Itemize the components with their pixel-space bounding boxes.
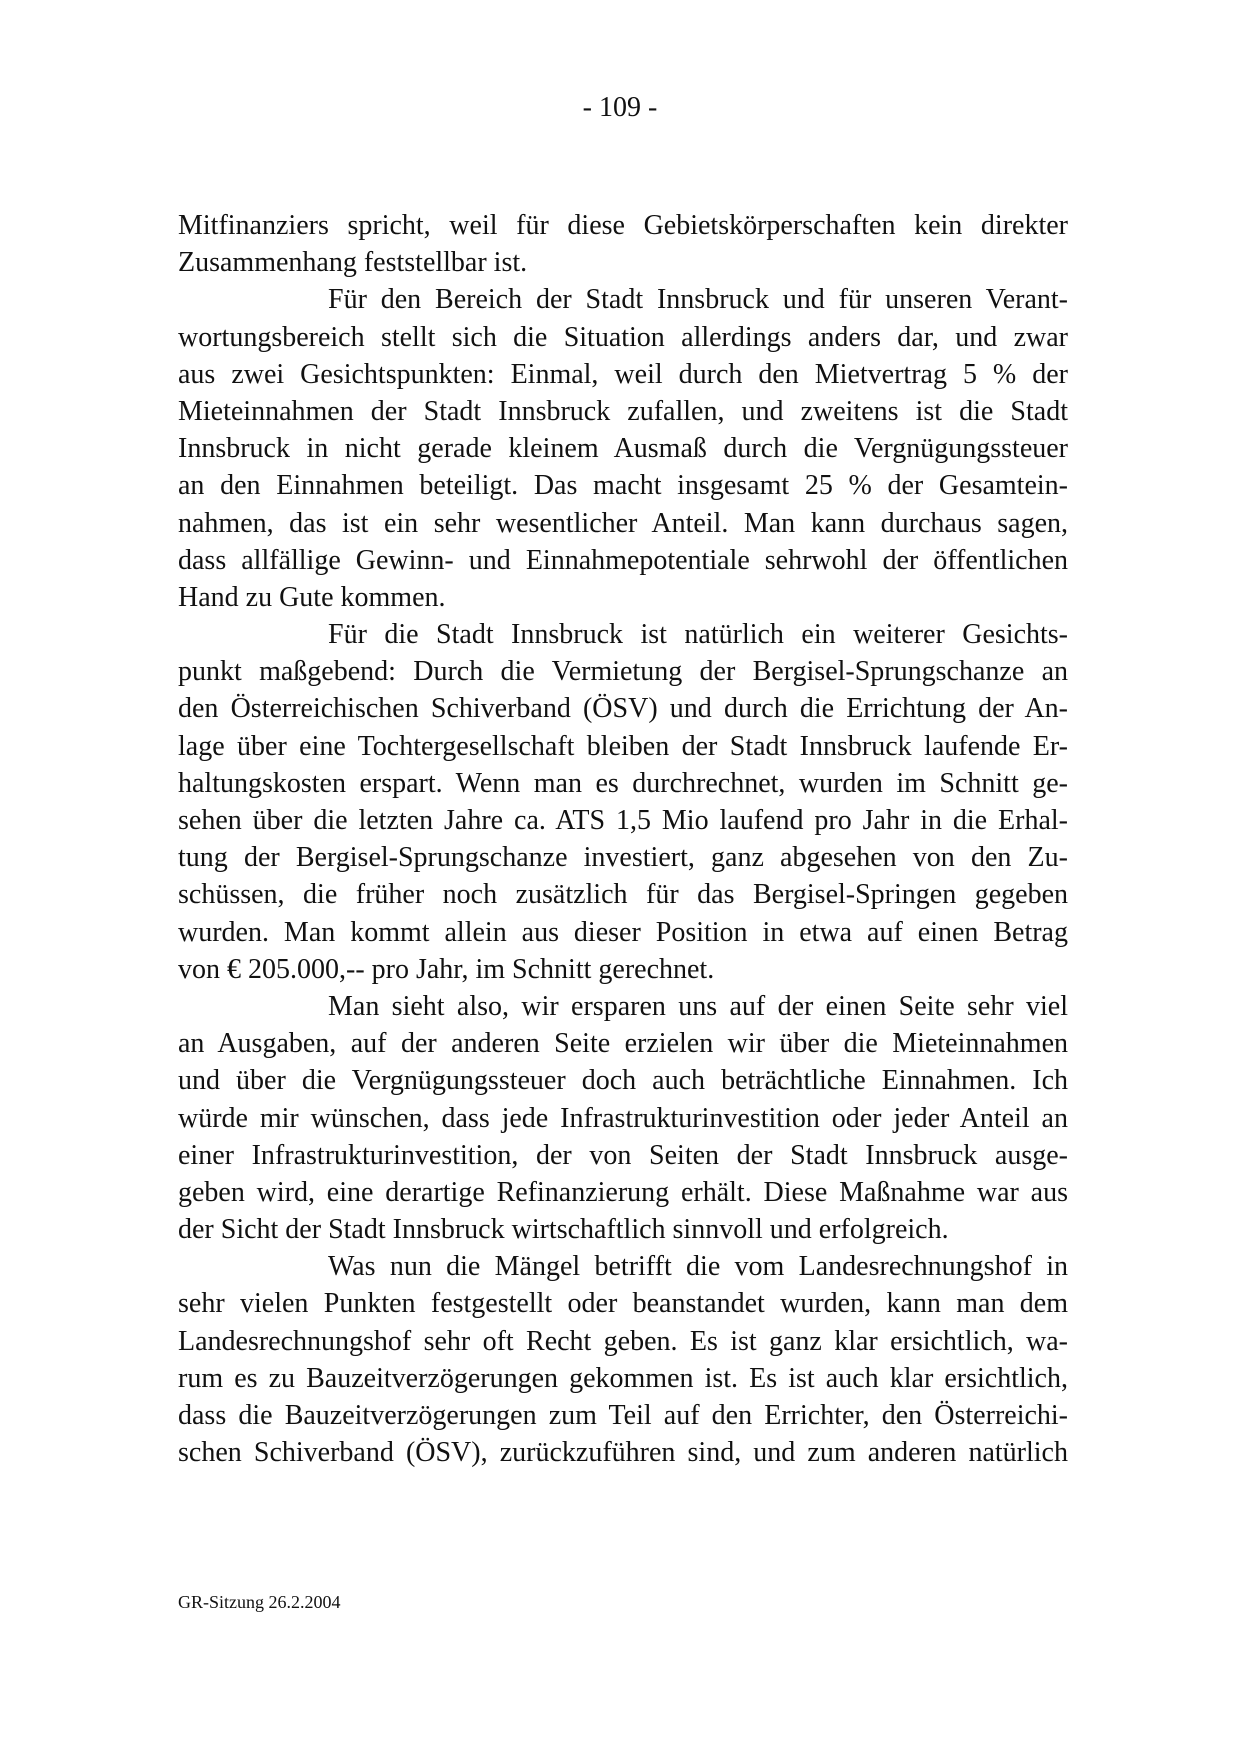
text-line: tung der Bergisel-Sprungschanze investiert, ganz abgesehen von den Zu-	[178, 842, 1068, 874]
text-line: schen Schiverband (ÖSV), zurückzuführen sind, und zum anderen natürlich	[178, 1437, 1068, 1469]
text-line: der Sicht der Stadt Innsbruck wirtschaftlich sinnvoll und erfolgreich.	[178, 1214, 949, 1246]
text-line: schüssen, die früher noch zusätzlich für das Bergisel-Springen gegeben	[178, 879, 1068, 911]
text-line: von € 205.000,-- pro Jahr, im Schnitt gerechnet.	[178, 953, 715, 985]
text-line: Mieteinnahmen der Stadt Innsbruck zufallen, und zweitens ist die Stadt	[178, 395, 1068, 427]
paragraph	[178, 207, 1068, 281]
text-line: rum es zu Bauzeitverzögerungen gekommen ist. Es ist auch klar ersichtlich,	[178, 1362, 1068, 1394]
text-line: würde mir wünschen, dass jede Infrastrukturinvestition oder jeder Anteil an	[178, 1102, 1068, 1134]
text-line: Hand zu Gute kommen.	[178, 581, 446, 613]
text-line: Landesrechnungshof sehr oft Recht geben. Es ist ganz klar ersichtlich, wa-	[178, 1325, 1068, 1357]
text-line: Für die Stadt Innsbruck ist natürlich ein weiterer Gesichts-	[328, 619, 1068, 651]
footer-session-date: GR-Sitzung 26.2.2004	[178, 1592, 341, 1612]
text-line: nahmen, das ist ein sehr wesentlicher Anteil. Man kann durchaus sagen,	[178, 507, 1068, 539]
text-line: Was nun die Mängel betrifft die vom Landesrechnungshof in	[328, 1251, 1068, 1283]
document-body	[178, 207, 1068, 1471]
text-line: Zusammenhang feststellbar ist.	[178, 247, 528, 279]
text-line: Für den Bereich der Stadt Innsbruck und für unseren Verant-	[328, 284, 1068, 316]
text-line: wurden. Man kommt allein aus dieser Position in etwa auf einen Betrag	[178, 916, 1068, 948]
text-line: dass allfällige Gewinn- und Einnahmepotentiale sehrwohl der öffentlichen	[178, 544, 1068, 576]
paragraph	[178, 616, 1068, 988]
text-line: haltungskosten erspart. Wenn man es durchrechnet, wurden im Schnitt ge-	[178, 767, 1068, 799]
text-line: Innsbruck in nicht gerade kleinem Ausmaß durch die Vergnügungssteuer	[178, 433, 1068, 465]
text-line: den Österreichischen Schiverband (ÖSV) und durch die Errichtung der An-	[178, 693, 1068, 725]
text-line: Man sieht also, wir ersparen uns auf der einen Seite sehr viel	[328, 990, 1068, 1022]
text-line: wortungsbereich stellt sich die Situation allerdings anders dar, und zwar	[178, 321, 1068, 353]
text-line: sehr vielen Punkten festgestellt oder beanstandet wurden, kann man dem	[178, 1288, 1068, 1320]
paragraph	[178, 988, 1068, 1248]
text-line: an Ausgaben, auf der anderen Seite erzielen wir über die Mieteinnahmen	[178, 1028, 1068, 1060]
page-number: - 109 -	[582, 92, 658, 123]
paragraph	[178, 1248, 1068, 1471]
text-line: dass die Bauzeitverzögerungen zum Teil auf den Errichter, den Österreichi-	[178, 1400, 1068, 1431]
text-line: einer Infrastrukturinvestition, der von Seiten der Stadt Innsbruck ausge-	[178, 1139, 1068, 1171]
text-line: und über die Vergnügungssteuer doch auch beträchtliche Einnahmen. Ich	[178, 1065, 1068, 1097]
paragraph	[178, 281, 1068, 616]
text-line: Mitfinanziers spricht, weil für diese Gebietskörperschaften kein direkter	[178, 210, 1068, 241]
text-line: lage über eine Tochtergesellschaft bleiben der Stadt Innsbruck laufende Er-	[178, 730, 1068, 762]
text-line: an den Einnahmen beteiligt. Das macht insgesamt 25 % der Gesamtein-	[178, 470, 1068, 502]
text-line: sehen über die letzten Jahre ca. ATS 1,5 Mio laufend pro Jahr in die Erhal-	[178, 805, 1068, 836]
text-line: punkt maßgebend: Durch die Vermietung der Bergisel-Sprungschanze an	[178, 656, 1068, 688]
text-line: geben wird, eine derartige Refinanzierung erhält. Diese Maßnahme war aus	[178, 1176, 1068, 1208]
text-line: aus zwei Gesichtspunkten: Einmal, weil durch den Mietvertrag 5 % der	[178, 358, 1068, 390]
